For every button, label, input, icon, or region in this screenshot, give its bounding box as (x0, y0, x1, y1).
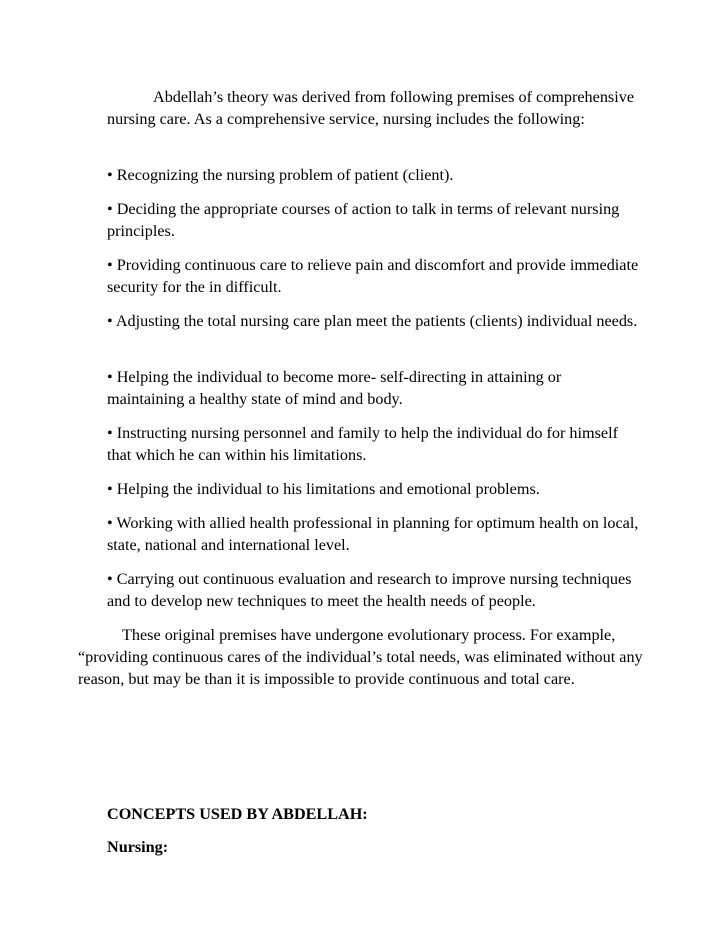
premise-item-1: • Recognizing the nursing problem of patient (client). (107, 166, 454, 184)
closing-paragraph: These original premises have undergone evolutionary process. For example, “providing continuous cares of the individual’s total needs, was eliminated without any reason, but may be than it is impossible to provide continuous and total care. (78, 626, 643, 688)
concepts-heading: CONCEPTS USED BY ABDELLAH: (107, 805, 368, 823)
premise-item-7: • Helping the individual to his limitations and emotional problems. (107, 480, 540, 498)
premise-item-2: • Deciding the appropriate courses of action to talk in terms of relevant nursing principles. (107, 200, 620, 240)
premise-item-4: • Adjusting the total nursing care plan meet the patients (clients) individual needs. (107, 312, 638, 330)
premise-item-9: • Carrying out continuous evaluation and research to improve nursing techniques and to develop new techniques to meet the health needs of people. (107, 570, 632, 610)
nursing-heading: Nursing: (107, 838, 169, 856)
premise-item-3: • Providing continuous care to relieve pain and discomfort and provide immediate security for the in difficult. (107, 256, 639, 296)
premise-item-6: • Instructing nursing personnel and family to help the individual do for himself that which he can within his limitations. (107, 424, 618, 464)
premise-item-8: • Working with allied health professional in planning for optimum health on local, state, national and international level. (107, 514, 639, 554)
premise-item-5: • Helping the individual to become more- self-directing in attaining or maintaining a healthy state of mind and body. (107, 368, 562, 408)
intro-paragraph: Abdellah’s theory was derived from following premises of comprehensive nursing care. As a comprehensive service, nursing includes the following: (107, 88, 635, 128)
